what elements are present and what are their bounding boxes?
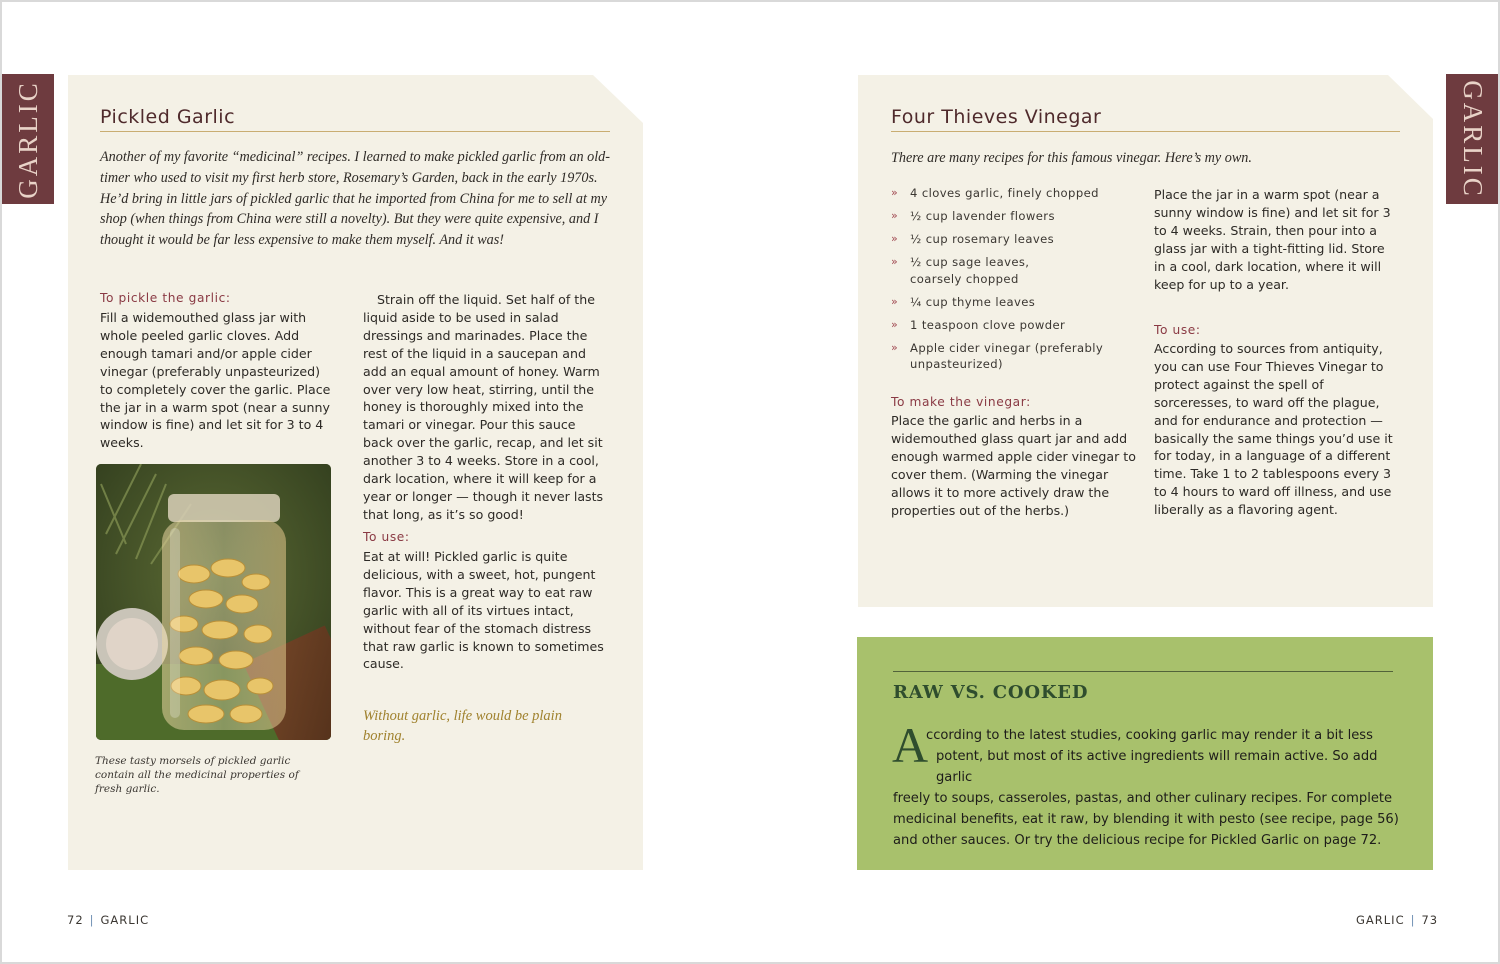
list-item: » Apple cider vinegar (preferably unpasteurized) <box>891 340 1104 371</box>
list-item: » 4 cloves garlic, finely chopped <box>891 186 1099 200</box>
recipe-intro: Another of my favorite “medicinal” recipes. I learned to make pickled garlic from an old-timer who used to visit my first herb store, Rosemary’s Garden, back in the early 1970s. He’d bring in little jars of pickled garlic that he imported from China for me to sell at my shop (when things from China were still a novelty). But they were quite expensive, and I thought it would be far less expensive to make them myself. And it was! <box>100 149 610 249</box>
chapter-tab-label: GARLIC <box>12 79 43 199</box>
sidebar-title: RAW VS. COOKED <box>893 682 1089 703</box>
page-number: 73 <box>1421 913 1439 927</box>
section-label: To use: <box>1154 323 1201 337</box>
use-instructions: Eat at will! Pickled garlic is quite delicious, with a sweet, hot, pungent flavor. This is a great way to eat raw garlic with all of its virtues intact, without fear of the stomach distress that raw garlic is known to sometimes cause. <box>363 549 604 672</box>
page-number: 72 <box>67 913 84 927</box>
section-label: To use: <box>363 530 410 544</box>
use-instructions: According to sources from antiquity, you can use Four Thieves Vinegar to protect against the spell of sorceresses, to ward off the plague, and for endurance and protection — basically the same things you’d use it for today, in a language of a different time. Take 1 to 2 tablespoons every 3 to 4 hours to ward off illness, and use liberally as a flavoring agent. <box>1154 341 1393 518</box>
list-item: » ¼ cup thyme leaves <box>891 294 1036 309</box>
running-head: GARLIC <box>1356 913 1405 927</box>
chapter-tab-label: GARLIC <box>1457 79 1488 199</box>
pickle-instructions: Fill a widemouthed glass jar with whole peeled garlic cloves. Add enough tamari and/or apple cider vinegar (preferably unpasteurized) to completely cover the garlic. Place the jar in a warm spot (near a sunny window is fine) and let sit for 3 to 4 weeks. <box>100 310 331 451</box>
recipe-title: Pickled Garlic <box>100 106 236 128</box>
chapter-tab-right <box>1446 74 1498 204</box>
section-label: To pickle the garlic: <box>100 291 231 305</box>
sidebar-text: ccording to the latest studies, cooking garlic may render it a bit less potent, but most of its active ingredients will remain active. So add garlic freely to soups, casseroles, pastas, and other culinary recipes. For complete medicinal benefits, eat it raw, by blending it with pesto (see recipe, page 56) and other sauces. Or try the delicious recipe for Pickled Garlic on page 72. <box>893 728 1399 848</box>
double-chevron-icon: » <box>891 340 899 354</box>
ingredient-list <box>891 185 1136 379</box>
sidebar-rule <box>893 671 1393 672</box>
recipe-intro: There are many recipes for this famous vinegar. Here’s my own. <box>891 150 1252 166</box>
title-rule <box>100 131 610 132</box>
double-chevron-icon: » <box>891 255 899 268</box>
double-chevron-icon: » <box>891 317 899 331</box>
title-rule <box>891 131 1400 132</box>
section-label: To make the vinegar: <box>891 395 1031 409</box>
chapter-tab-left <box>2 74 54 204</box>
pickled-garlic-photo <box>96 464 331 740</box>
storage-instructions: Place the jar in a warm spot (near a sunny window is fine) and let sit for 3 to 4 weeks. Strain, then pour into a glass jar with a tight-fitting lid. Store in a cool, dark location, where it will keep for up to a year. <box>1154 187 1391 292</box>
double-chevron-icon: » <box>891 294 899 308</box>
strain-instructions: Strain off the liquid. Set half of the liquid aside to be used in salad dressings and marinades. Place the rest of the liquid in a saucepan and add an equal amount of honey. Warm over very low heat, stirring, until the honey is thoroughly mixed into the tamari or vinegar. Pour this sauce back over the garlic, recap, and let sit another 3 to 4 weeks. Store in a cool, dark location, where it will keep for a year or longer — though it never lasts that long, as it’s so good! <box>363 292 604 522</box>
folio-left: 72 | GARLIC <box>67 913 150 927</box>
list-item: » ½ cup rosemary leaves <box>891 232 1055 246</box>
make-instructions: Place the garlic and herbs in a widemouthed glass quart jar and add enough warmed apple cider vinegar to cover them. (Warming the vinegar allows it to more actively draw the properties out of the herbs.) <box>891 413 1136 518</box>
double-chevron-icon: » <box>891 232 899 245</box>
photo-caption: These tasty morsels of pickled garlic contain all the medicinal properties of fresh garlic. <box>95 755 299 795</box>
pull-quote: Without garlic, life would be plain boring. <box>363 708 562 744</box>
recipe-title: Four Thieves Vinegar <box>891 106 1102 128</box>
folio-right: GARLIC | 73 <box>1356 913 1439 927</box>
list-item: » ½ cup sage leaves, coarsely chopped <box>891 255 1030 286</box>
double-chevron-icon: » <box>891 186 899 199</box>
double-chevron-icon: » <box>891 209 899 222</box>
list-item: » 1 teaspoon clove powder <box>891 317 1066 332</box>
running-head: GARLIC <box>100 913 150 927</box>
drop-cap: A <box>892 717 929 773</box>
list-item: » ½ cup lavender flowers <box>891 209 1055 223</box>
